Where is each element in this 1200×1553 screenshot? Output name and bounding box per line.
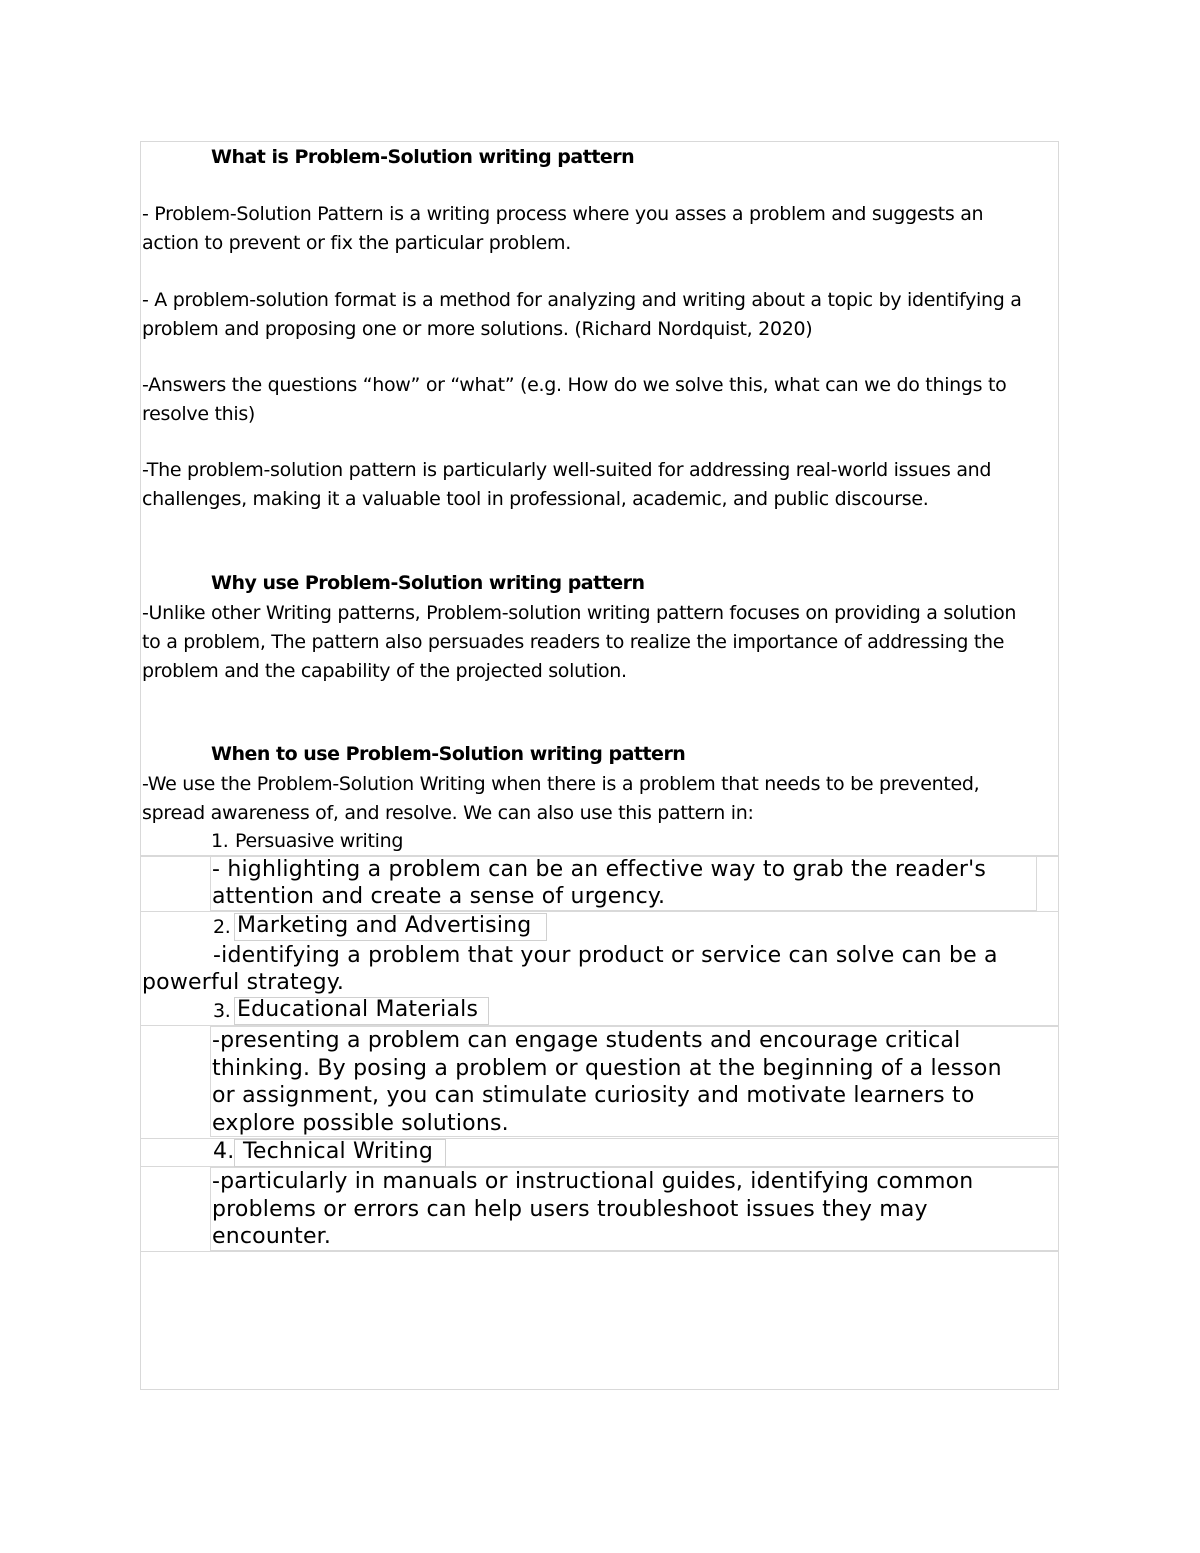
paragraph-line: problem and proposing one or more solutions. (Richard Nordquist, 2020): [142, 318, 813, 340]
paragraph-line: action to prevent or fix the particular problem.: [142, 232, 571, 254]
list-item-desc-line: powerful strategy.: [142, 970, 345, 995]
list-item-desc-line: -particularly in manuals or instructional guides, identifying common: [212, 1169, 974, 1194]
paragraph-line: to a problem, The pattern also persuades readers to realize the importance of addressing the: [142, 631, 1005, 653]
paragraph-line: spread awareness of, and resolve. We can also use this pattern in:: [142, 802, 754, 824]
paragraph-line: challenges, making it a valuable tool in professional, academic, and public discourse.: [142, 488, 929, 510]
paragraph-line: -We use the Problem-Solution Writing when there is a problem that needs to be prevented,: [142, 773, 980, 795]
list-item-number: 3.: [213, 1000, 231, 1022]
section-heading-when: When to use Problem-Solution writing pattern: [211, 743, 686, 765]
paragraph-line: - A problem-solution format is a method for analyzing and writing about a topic by identifying a: [142, 289, 1022, 311]
list-item-desc-line: encounter.: [212, 1224, 332, 1249]
list-item-title: Marketing and Advertising: [237, 913, 532, 938]
empty-cell: [140, 1251, 1059, 1390]
paragraph-line: problem and the capability of the projected solution.: [142, 660, 627, 682]
list-item-number: 1.: [211, 830, 229, 852]
section-heading-why: Why use Problem-Solution writing pattern: [211, 572, 645, 594]
list-item-number: 4.: [213, 1139, 235, 1164]
list-item-title: Technical Writing: [243, 1139, 433, 1164]
list-item-desc-line: explore possible solutions.: [212, 1111, 509, 1136]
section-heading-what: What is Problem-Solution writing pattern: [211, 146, 635, 168]
list-item-desc-line: or assignment, you can stimulate curiosity and motivate learners to: [212, 1083, 975, 1108]
list-item-desc-line: -presenting a problem can engage students and encourage critical: [212, 1028, 961, 1053]
paragraph-line: resolve this): [142, 403, 256, 425]
paragraph-line: - Problem-Solution Pattern is a writing process where you asses a problem and suggests an: [142, 203, 984, 225]
paragraph-line: -The problem-solution pattern is particularly well-suited for addressing real-world issues and: [142, 459, 992, 481]
paragraph-line: -Answers the questions “how” or “what” (e.g. How do we solve this, what can we do things to: [142, 374, 1007, 396]
list-item-desc-line: attention and create a sense of urgency.: [212, 884, 666, 909]
list-item-title: Persuasive writing: [235, 830, 404, 852]
paragraph-line: -Unlike other Writing patterns, Problem-solution writing pattern focuses on providing a solution: [142, 602, 1017, 624]
list-item-desc-line: problems or errors can help users troubleshoot issues they may: [212, 1197, 928, 1222]
list-item-title: Educational Materials: [237, 997, 479, 1022]
list-item-desc-line: -identifying a problem that your product or service can solve can be a: [213, 943, 998, 968]
list-item-number: 2.: [213, 916, 231, 938]
list-item-desc-line: - highlighting a problem can be an effective way to grab the reader's: [212, 857, 987, 882]
list-item-desc-line: thinking. By posing a problem or question at the beginning of a lesson: [212, 1056, 1002, 1081]
